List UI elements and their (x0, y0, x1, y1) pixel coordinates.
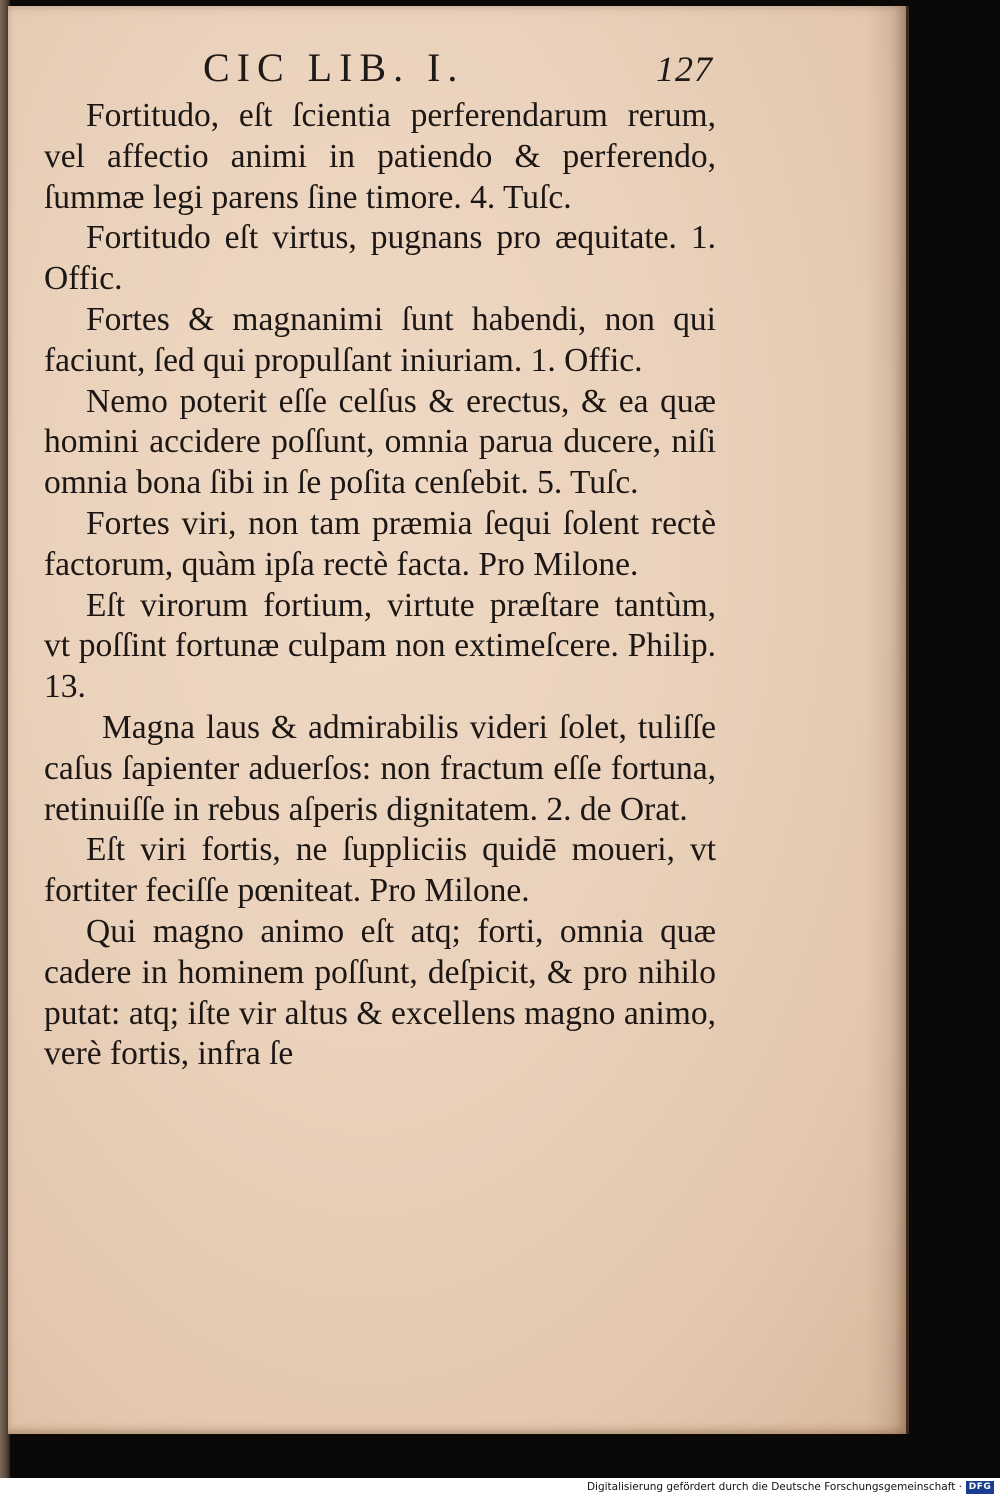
dfg-logo-icon: DFG (966, 1481, 994, 1494)
paragraph: Fortes viri, non tam præmia ſequi ſolent rectè factorum, quàm ipſa rectè facta. Pro Milone. (44, 504, 716, 583)
body-text (44, 96, 716, 1075)
paragraph: Eſt virorum fortium, virtute præſtare tantùm, vt poſſint fortunæ culpam non extimeſcere. Philip. 13. (44, 586, 716, 706)
paragraph: Nemo poterit eſſe celſus & erectus, & ea quæ homini accidere poſſunt, omnia parua ducere, niſi omnia bona ſibi in ſe poſita cenſebit. 5. Tuſc. (44, 382, 716, 502)
paragraph: Fortes & magnanimi ſunt habendi, non qui faciunt, ſed qui propulſant iniuriam. 1. Offic. (44, 300, 716, 379)
page-gutter-shadow (866, 6, 906, 1434)
paragraph: Fortitudo eſt virtus, pugnans pro æquitate. 1. Offic. (44, 219, 716, 298)
footer-bar (0, 1478, 1000, 1498)
paragraph: Eſt viri fortis, ne ſuppliciis quidē moueri, vt fortiter feciſſe pœniteat. Pro Milone. (44, 831, 716, 910)
running-head-title: CIC LIB. I. (203, 45, 465, 90)
running-head (203, 44, 713, 94)
paragraph: Fortitudo, eſt ſcientia perferendarum rerum, vel affectio animi in patiendo & perferendo, ſummæ legi parens ſine timore. 4. Tuſc. (44, 97, 716, 216)
paragraph: Qui magno animo eſt atq; forti, omnia quæ cadere in hominem poſſunt, deſpicit, & pro nihilo putat: atq; iſte vir altus & excellens magno animo, verè fortis, infra ſe (44, 912, 716, 1073)
book-page (8, 6, 909, 1434)
paragraph: Magna laus & admirabilis videri ſolet, tuliſſe caſus ſapienter aduerſos: non fractum eſſe fortuna, retinuiſſe in rebus aſperis dignitatem. 2. de Orat. (44, 708, 716, 828)
funding-credit: Digitalisierung gefördert durch die Deutsche Forschungsgemeinschaft · (586, 1481, 962, 1493)
page-number: 127 (656, 49, 713, 89)
